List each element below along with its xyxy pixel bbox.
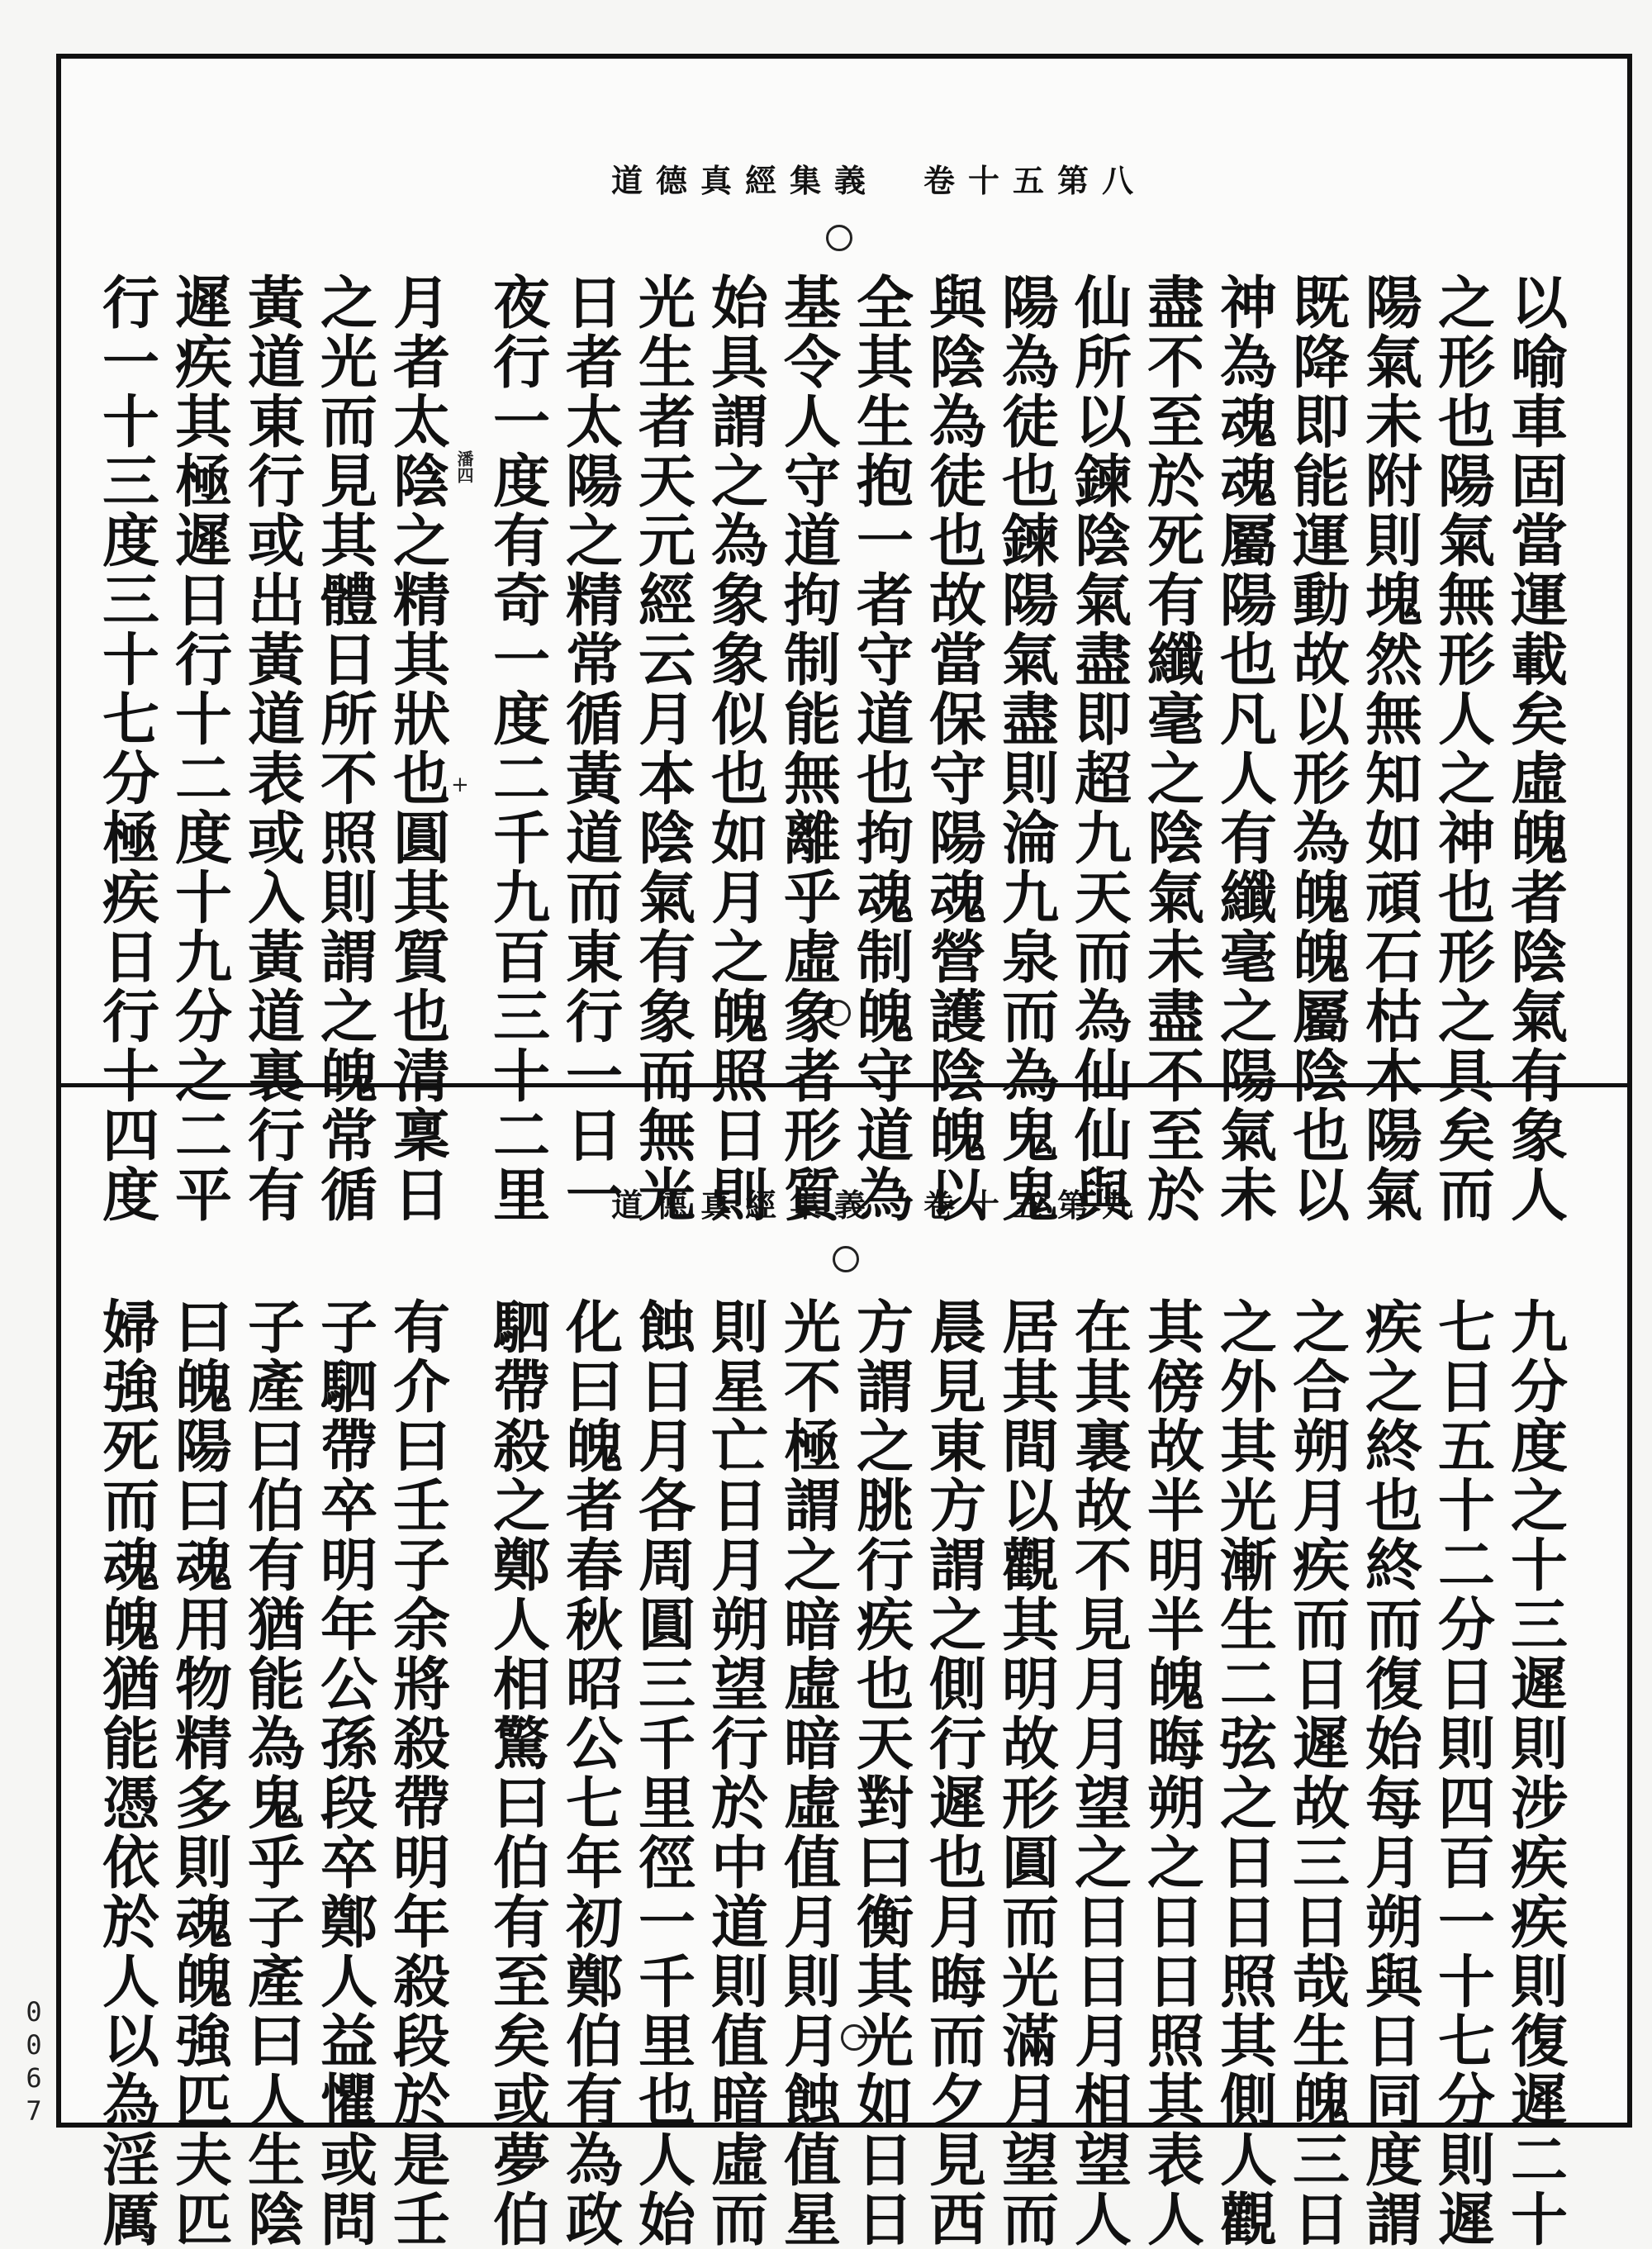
upper-text-column: 月者太陰之精其狀也圓其質也清稟日	[383, 273, 450, 1224]
lower-text-column: 居其間以觀其明故形圓而光滿月望而	[992, 1297, 1059, 2249]
lower-text-column: 晨見東方謂之側行遲也月晦而夕見西	[919, 1297, 986, 2249]
upper-text-column: 基令人守道拘制能無離乎虛象者形質	[774, 273, 841, 1224]
upper-text-column: 與陰為徒也故當保守陽魂營護陰魄以	[919, 273, 986, 1224]
lower-text-column: 光不極謂之暗虛暗虛值月則月蝕值星	[774, 1297, 841, 2249]
lower-text-column: 蝕日月各周圓三千里徑一千里也人始	[629, 1297, 695, 2249]
upper-text-column: 黃道東行或出黃道表或入黃道裏行有	[238, 273, 305, 1224]
upper-text-column: 既降即能運動故以形為魄魄屬陰也以	[1283, 273, 1350, 1224]
upper-text-column: 日者太陽之精常循黃道而東行一日一	[556, 273, 623, 1224]
upper-text-column: 陽為徒也鍊陽氣盡則淪九泉而為鬼鬼	[992, 273, 1059, 1224]
upper-text-column: 仙所以鍊陰氣盡即超九天而為仙仙與	[1065, 273, 1132, 1224]
lower-text-column: 在其裏故不見月月望之日日月相望人	[1065, 1297, 1132, 2249]
upper-text-column: 之光而見其體日所不照則謂之魄常循	[311, 273, 377, 1224]
lower-text-column: 有介曰壬子余將殺帶明年殺段於是壬	[383, 1297, 450, 2249]
lower-text-column: 方謂之朓行疾也天對曰衡其光如日日	[847, 1297, 914, 2249]
upper-text-column: 之形也陽氣無形人之神也形之具矣而	[1428, 273, 1495, 1224]
lower-text-column: 九分度之十三遲則涉疾疾則復遲二十	[1501, 1297, 1568, 2249]
upper-text-column: 全其生抱一者守道也拘魂制魄守道為	[847, 273, 914, 1224]
upper-text-column: 光生者天元經云月本陰氣有象而無光	[629, 273, 695, 1224]
upper-text-column: 夜行一度有奇一度二千九百三十二里	[483, 273, 550, 1224]
margin-note: 潘四	[454, 450, 474, 483]
upper-text-column: 以喻車固當運載矣虛魄者陰氣有象人	[1501, 273, 1568, 1224]
lower-text-column: 七日五十二分日則四百一十七分則遲	[1428, 1297, 1495, 2249]
lower-text-column: 之外其光漸生二弦之日日照其側人觀	[1210, 1297, 1277, 2249]
circle-mark-icon	[833, 1246, 859, 1272]
lower-running-header: 道德真經集義 卷十五第九	[611, 1186, 1147, 1224]
upper-text-column: 遲疾其極遲日行十二度十九分之二平	[165, 273, 232, 1224]
lower-text-column: 其傍故半明半魄晦朔之日日照其表人	[1137, 1297, 1204, 2249]
circle-mark-icon	[826, 225, 852, 251]
upper-text-column: 陽氣未附則塊然無知如頑石枯木陽氣	[1355, 273, 1422, 1224]
lower-text-column: 子產曰伯有猶能為鬼乎子產曰人生陰	[238, 1297, 305, 2249]
upper-text-column: 始具謂之為象象似也如月之魄照日則	[701, 273, 768, 1224]
lower-text-column: 之合朔月疾而日遲故三日哉生魄三日	[1283, 1297, 1350, 2249]
upper-text-column: 行一十三度三十七分極疾日行十四度	[93, 273, 159, 1224]
lower-text-column: 疾之終也終而復始每月朔與日同度謂	[1355, 1297, 1422, 2249]
upper-text-column: 神為魂魂屬陽也凡人有纖毫之陽氣未	[1210, 273, 1277, 1224]
upper-text-column: 盡不至於死有纖毫之陰氣未盡不至於	[1137, 273, 1204, 1224]
margin-plus-mark: +	[451, 773, 469, 797]
lower-text-column: 則星亡日月朔望行於中道則值暗虛而	[701, 1297, 768, 2249]
lower-text-column: 曰魄陽曰魂用物精多則魂魄強匹夫匹	[165, 1297, 232, 2249]
page-number: 0067	[18, 1996, 50, 2128]
lower-text-column: 子駟帶卒明年公孫段卒鄭人益懼或問	[311, 1297, 377, 2249]
lower-text-column: 駟帶殺之鄭人相驚曰伯有至矣或夢伯	[483, 1297, 550, 2249]
lower-text-column: 化曰魄者春秋昭公七年初鄭伯有為政	[556, 1297, 623, 2249]
lower-text-column: 婦強死而魂魄猶能憑依於人以為淫厲	[93, 1297, 159, 2249]
upper-running-header: 道德真經集義 卷十五第八	[611, 162, 1147, 199]
